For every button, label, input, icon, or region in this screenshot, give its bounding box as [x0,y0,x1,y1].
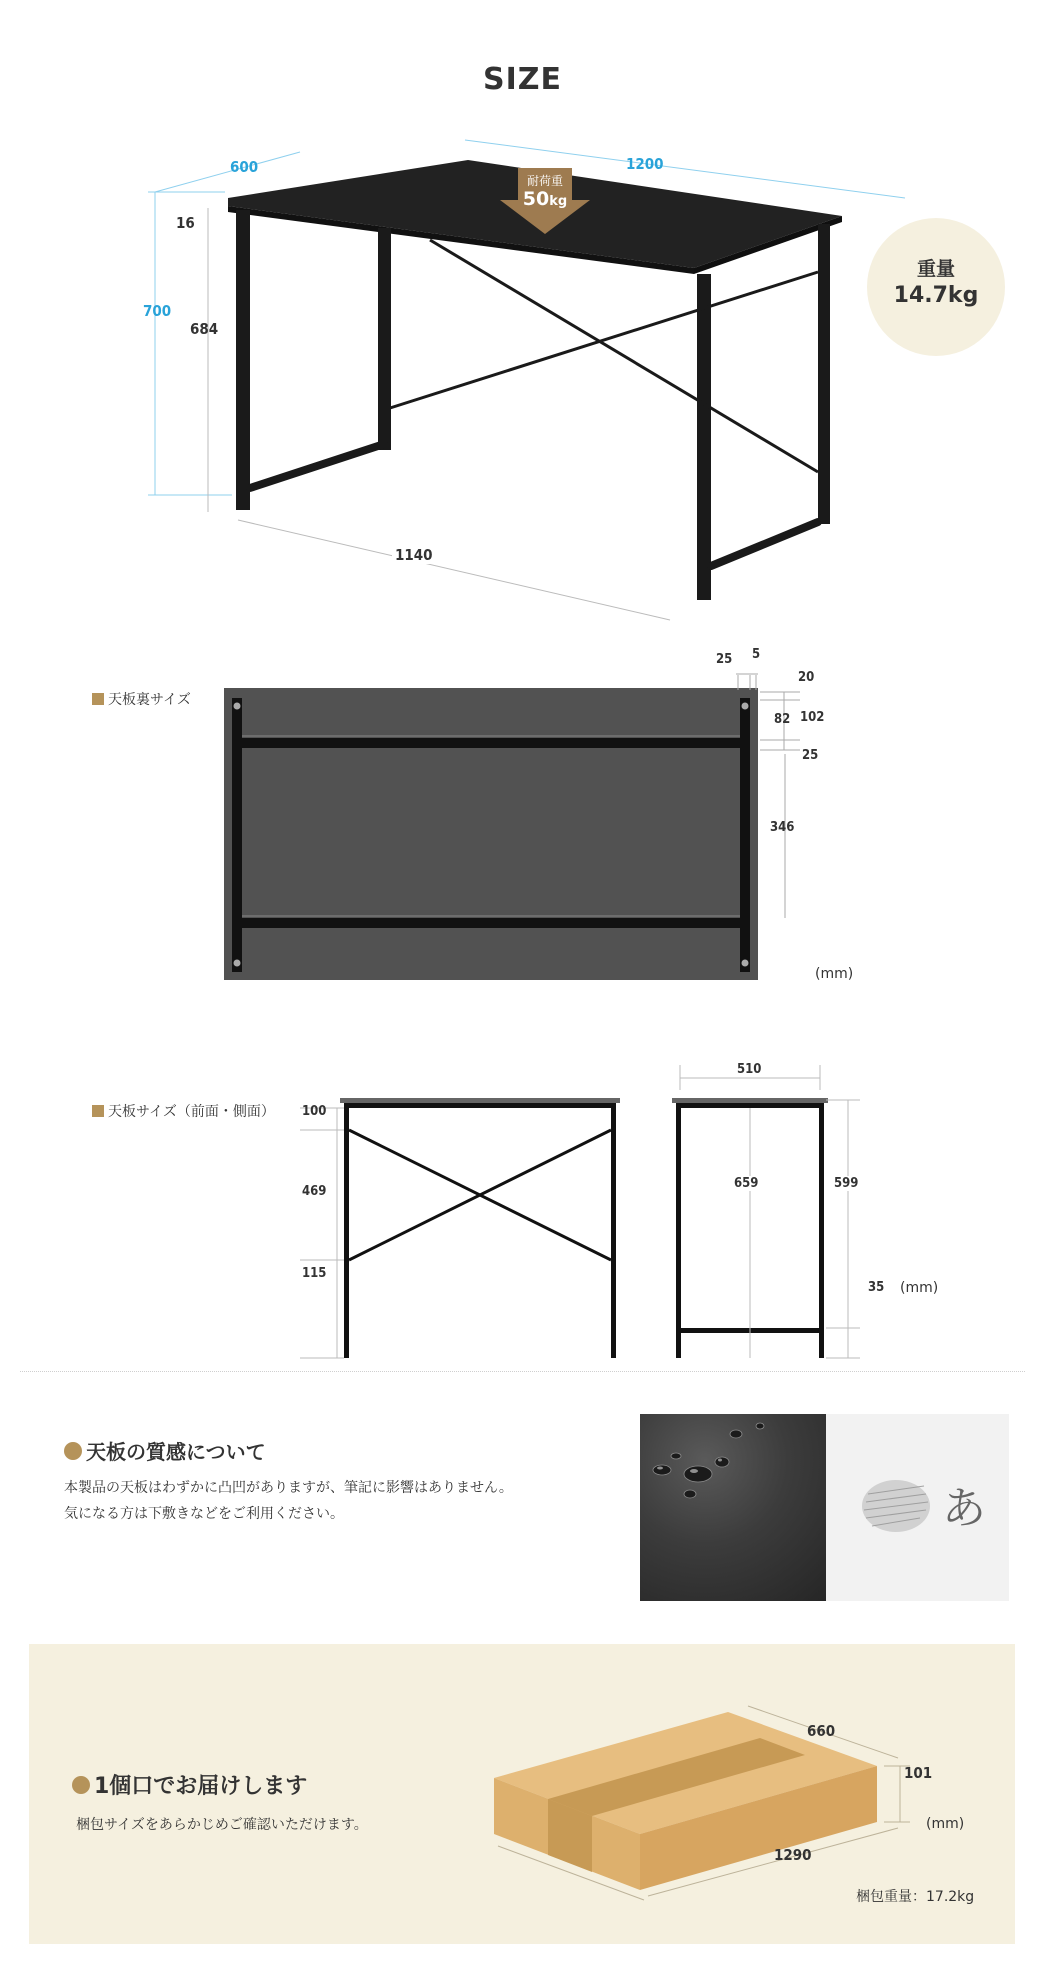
section-divider [20,1371,1025,1372]
package-unit: (mm) [926,1816,965,1832]
dim-100: 100 [302,1104,327,1119]
dim-1140: 1140 [392,546,436,564]
package-weight: 梱包重量：17.2kg [856,1889,975,1905]
dim-659: 659 [734,1176,759,1191]
dim-35: 35 [868,1280,885,1295]
package-heading-text: 1個口でお届けします [94,1774,308,1799]
dim-82: 82 [774,712,791,727]
dim-660: 660 [807,1722,836,1740]
texture-heading-text: 天板の質感について [86,1440,266,1464]
load-value [500,188,590,210]
dim-469: 469 [302,1184,327,1199]
dim-5: 5 [752,647,761,662]
dim-25a: 25 [716,652,733,667]
front-side-label-text: 天板サイズ（前面・側面） [108,1104,275,1120]
underside-label-text: 天板裏サイズ [108,692,191,708]
front-side-unit: (mm) [900,1280,939,1296]
weight-label: 重量 [916,258,955,280]
dim-346: 346 [770,820,795,835]
dim-684: 684 [190,320,219,338]
dim-1290: 1290 [774,1846,812,1864]
dim-510: 510 [734,1062,764,1077]
weight-value: 14.7kg [893,283,979,308]
dot-icon [64,1442,82,1460]
dim-102: 102 [800,710,825,725]
underside-diagram [0,650,1045,970]
load-label: 耐荷重 [526,174,563,188]
texture-line1: 本製品の天板はわずかに凸凹がありますが、筆記に影響はありません。 [64,1480,513,1496]
texture-line2: 気になる方は下敷きなどをご利用ください。 [64,1506,344,1522]
dim-600: 600 [230,158,259,176]
writing-char: あ [942,1483,986,1534]
dim-25b: 25 [802,748,819,763]
dim-599: 599 [834,1176,859,1191]
surface-photo [640,1414,826,1601]
load-unit: kg [549,194,568,209]
texture-heading [64,1436,266,1465]
writing-photo [826,1414,1009,1601]
dim-115: 115 [302,1266,327,1281]
weight-badge [867,218,1005,356]
dim-700: 700 [143,302,172,320]
dim-1200: 1200 [626,155,664,173]
underside-unit: (mm) [815,966,854,982]
page-title: SIZE [482,62,562,97]
load-number: 50 [522,188,550,210]
front-side-diagram [0,1060,1045,1280]
dim-16: 16 [176,214,195,232]
dim-101: 101 [904,1764,933,1782]
dim-20: 20 [798,670,815,685]
package-text: 梱包サイズをあらかじめご確認いただけます。 [76,1817,368,1833]
